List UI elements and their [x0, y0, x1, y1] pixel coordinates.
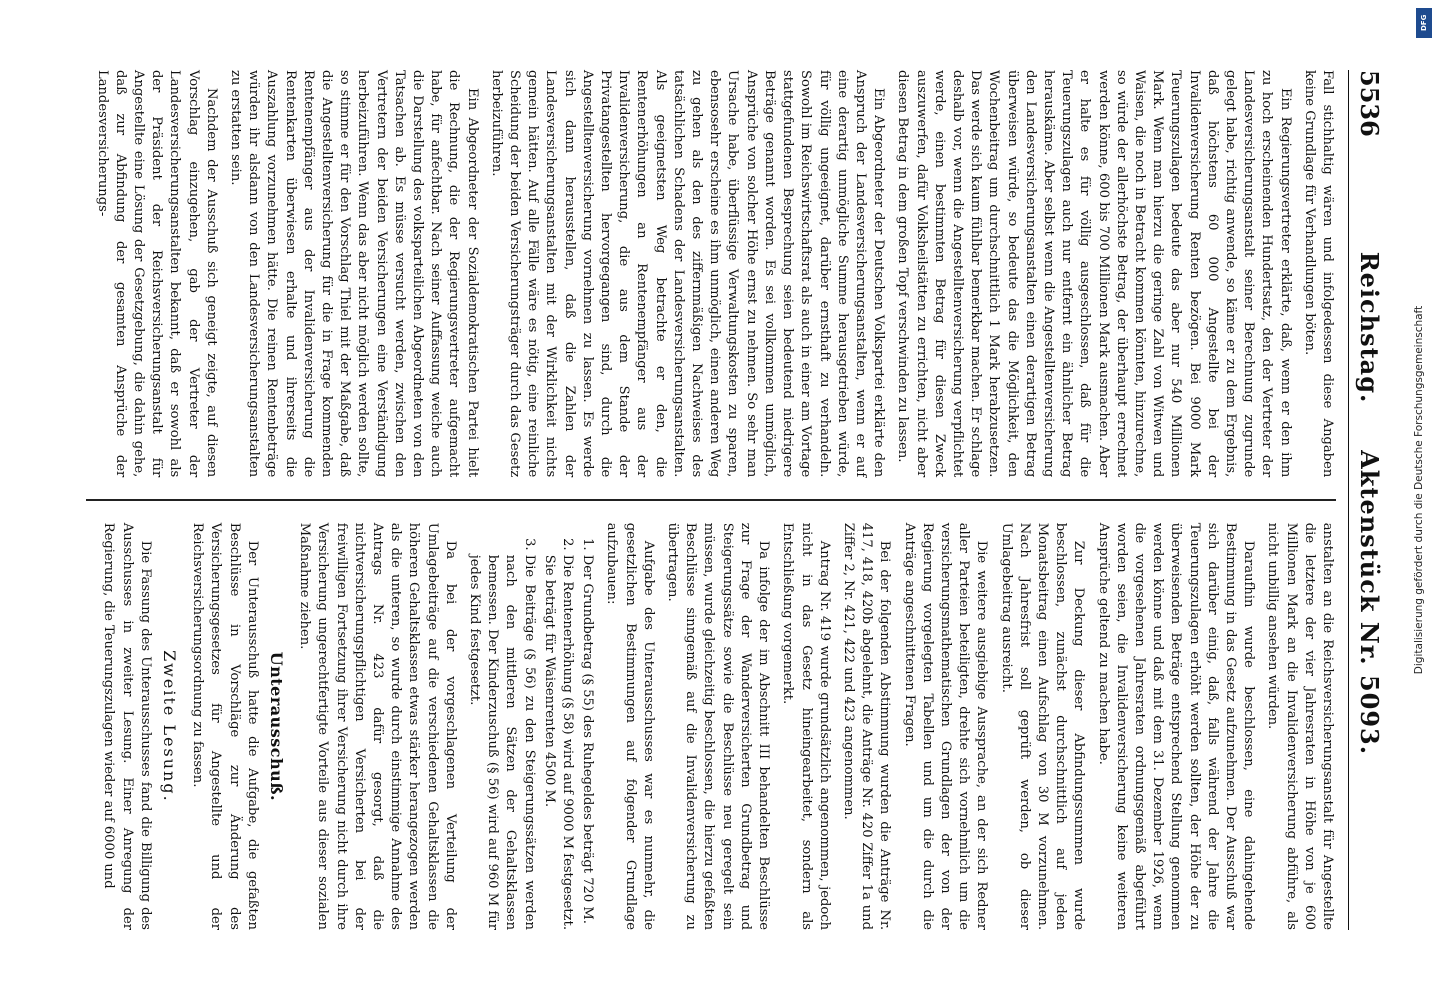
paragraph: Daraufhin wurde beschlossen, eine dahingehende Bestimmung in das Gesetz aufzunehmen. Der Ausschuß war sich darüber einig, daß, falls während der Jahre die Teuerungszulagen erhöht werden sollten, der Höhe der zu überweisenden Beträge entsprechend Stellung genommen werden könne und daß mit dem 31. Dezember 1926, wenn die vorgesehenen Jahresraten ordnungsgemäß abgeführt worden seien, die Invalidenversicherung keine weiteren Ansprüche geltend zu machen habe.: [1095, 522, 1257, 930]
paragraph: Der Unterausschuß hatte die Aufgabe, die gefaßten Beschlüsse in Vorschläge zur Änderung des Versicherungsgesetzes für Angestellte und der Reichsversicherungsordnung zu fassen.: [190, 522, 260, 930]
paragraph: anstalten an die Reichsversicherungsanstalt für Angestellte die letztere der vier Jahresraten in Höhe von je 600 Millionen Mark an die Invalidenversicherung abführe, als nicht unbillig ansehen würden.: [1265, 522, 1335, 930]
credit-text: Digitalisierung gefördert durch die Deutsche Forschungsgemeinschaft: [1413, 305, 1425, 675]
paragraph: Bei der folgenden Abstimmung wurden die Anträge Nr. 417, 418, 420b abgelehnt, die Anträge Nr. 420 Ziffer 1a und Ziffer 2, Nr. 421, 422 und 423 angenommen.: [840, 522, 893, 930]
section-heading: Zweite Lesung.: [160, 650, 180, 803]
paragraph: Zur Deckung dieser Abfindungssummen wurde beschlossen, zunächst durchschnittlich auf jeden Monatsbeitrag einen Aufschlag von 30 M vorzunehmen. Nach Jahresfrist soll geprüft werden, ob dieser Umlagebeitrag ausreicht.: [998, 522, 1087, 930]
paragraph: Aufgabe des Unterausschusses war es nunmehr, die gesetzlichen Bestimmungen auf folgender Grundlage aufzubauen:: [604, 522, 656, 930]
paragraph: Ein Abgeordneter der Sozialdemokratischen Partei hielt die Rechnung, die der Regierungsvertreter aufgemacht habe, für anfechtbar. Nach seiner Auffassung weiche auch die Darstellung des volksparteilichen Abgeordneten von den Tatsachen ab. Es müsse versucht werden, zwischen den Vertretern der beiden Versicherungen eine Verständigung herbeizuführen. Wenn das aber nicht möglich werden sollte, so stimme er für den Vorschlag Thiel mit der Maßgabe, daß die Angestelltenversicherung für die in Frage kommenden Rentenempfänger aus der Invalidenversicherung die Rentenkarten überwiesen erhalte und ihrerseits die Auszahlung vorzunehmen hätte. Die reinen Rentenbeträge würden ihr alsdann von den Landesversicherungsanstalten zu erstatten sein.: [228, 70, 480, 478]
numbered-list: [465, 523, 596, 930]
paragraph: Fall stichhaltig wären und infolgedessen diese Angaben keine Grundlage für Verhandlungen böten.: [1301, 70, 1335, 478]
publication-title: Reichstag.: [1355, 251, 1384, 404]
digitization-credit: [1408, 10, 1430, 990]
section-heading: Unterausschuß.: [267, 651, 287, 802]
paragraph: Antrag Nr. 419 wurde grundsätzlich angenommen, jedoch nicht in das Gesetz hineingearbeitet, sondern als Entschließung vorgemerkt.: [780, 522, 832, 930]
paragraph: Ein Regierungsvertreter erklärte, daß, wenn er den ihm zu hoch erscheinenden Hundertsatz, den der Vertreter der Landesversicherungsanstalt seiner Berechnung zugrunde gelegt habe, richtig anwende, so käme er zu dem Ergebnis, daß höchstens 60 000 Angestellte bei der Invalidenversicherung Renten bezögen. Bei 9000 Mark Teuerungszulagen bedeute das aber nur 540 Millionen Mark. Wenn man hierzu die geringe Zahl von Witwen und Waisen, die noch in Betracht kommen könnten, hinzurechne, so würde der allerhöchste Betrag, der überhaupt errechnet werden könne, 600 bis 700 Millionen Mark ausmachen. Aber er halte es für völlig ausgeschlossen, daß für die Teuerungszulagen auch nur entfernt ein ähnlicher Betrag herauskäme. Aber selbst wenn die Angestelltenversicherung den Landesversicherungsanstalten einen derartigen Betrag überweisen würde, so bedeute das die Möglichkeit, den Wochenbeitrag um durchschnittlich 1 Mark herabzusetzen. Das werde sich kaum fühlbar bemerkbar machen. Er schlage deshalb vor, wenn die Angestelltenversicherung verpflichtet werde, einen bestimmten Betrag für diesen Zweck auszuwerfen, dafür Volksheilstätten zu errichten, nicht aber diesen Betrag in dem großen Topf verschwinden zu lassen.: [895, 70, 1293, 478]
text-columns: [86, 70, 1336, 930]
paragraph: Da infolge der im Abschnitt III behandelten Beschlüsse zur Frage der Wanderversicherten Grundbetrag und Steigerungssätze sowie die Beschlüsse neu geregelt sein müssen, wurde gleichzeitig beschlossen, die hierzu gefaßten Beschlüsse sinngemäß auf die Invalidenversicherung zu übertragen.: [665, 522, 772, 930]
document-number: Aktenstück Nr. 5093.: [1355, 450, 1384, 756]
dfg-logo-icon: DFG: [1416, 8, 1432, 38]
paragraph: Die Fassung des Unterausschusses fand die Billigung des Ausschusses in zweiter Lesung. Einer Anregung der Regierung, die Teuerungszulagen wieder auf 6000 und: [101, 522, 153, 930]
list-item: 2. Die Rentenerhöhung (§ 58) wird auf 9000 M festgesetzt. Sie beträgt für Waisenrenten 4500 M.: [540, 555, 576, 930]
column-divider: [86, 499, 1336, 501]
paragraph: Nachdem der Ausschuß sich geneigt zeigte, auf diesen Vorschlag einzugehen, gab der Vertreter der Landesversicherungsanstalten bekannt, daß er sowohl als der Präsident der Reichsversicherungsanstalt für Angestellte eine Lösung der Gesetzgebung, die dahin gehe, daß zur Abfindung der gesamten Ansprüche der Landesversicherungs-: [94, 70, 219, 478]
paragraph: Die weitere ausgiebige Aussprache, an der sich Redner aller Parteien beteiligten, drehte sich vornehmlich um die versicherungsmathematischen Grundlagen der von der Regierung vorgelegten Tabellen und um die durch die Anträge angeschnittenen Fragen.: [901, 522, 990, 930]
right-column: [86, 523, 1336, 930]
paragraph: Ein Abgeordneter der Deutschen Volkspartei erklärte den Anspruch der Landesversicherungsanstalten, wenn er auf eine derartig unmögliche Summe herausgetrieben würde, für völlig ungeeignet, darüber ernsthaft zu verhandeln. Sowohl im Reichswirtschaftsrat als auch in einer am Vortage stattgefundenen Besprechung seien bedeutend niedrigere Beträge genannt worden. Es sei vollkommen unmöglich, Ansprüche von solcher Höhe ernst zu nehmen. So sehr man Ursache habe, überflüssige Verwaltungskosten zu sparen, ebensosehr erscheine es ihm unmöglich, einen anderen Weg zu gehen als den des ziffernmäßigen Nachweises des tatsächlichen Schadens der Landesversicherungsanstalten. Als geeignetsten Weg betrachte er den, die Rentenerhöhungen an Rentenempfänger aus der Invalidenversicherung, die aus dem Stande der Privatangestellten hervorgegangen sind, durch die Angestelltenversicherung vornehmen zu lassen. Es werde sich dann herausstellen, daß die Zahlen der Landesversicherungsanstalten mit der Wirklichkeit nichts gemein hätten. Auf alle Fälle wäre es nötig, eine reinliche Scheidung der beiden Versicherungsträger durch das Gesetz herbeizuführen.: [488, 70, 887, 478]
list-item: 3. Die Beiträge (§ 56) zu den Steigerungssätzen werden nach den mittleren Sätzen der Gehaltsklassen bemessen. Der Kinderzuschuß (§ 56) wird auf 960 M für jedes Kind festgesetzt.: [465, 555, 538, 930]
list-item: 1. Der Grundbetrag (§ 55) des Ruhegeldes beträgt 720 M.: [578, 555, 596, 930]
left-column: [86, 70, 1336, 477]
page-number: 5536: [1355, 70, 1384, 137]
page-title: [1355, 137, 1384, 870]
running-header: [1348, 70, 1384, 930]
paragraph: Da bei der vorgeschlagenen Verteilung der Umlagebeiträge auf die verschiedenen Gehaltsklassen die höheren Gehaltsklassen etwas stärker herangezogen werden als die unteren, so wurde durch einstimmige Annahme des Antrags Nr. 423 dafür gesorgt, daß die nichtversicherungspflichtigen Versicherten bei der freiwilligen Fortsetzung ihrer Versicherung nicht durch ihre Versicherung ungerechtfertigte Vorteile aus dieser sozialen Maßnahme ziehen.: [297, 522, 458, 930]
